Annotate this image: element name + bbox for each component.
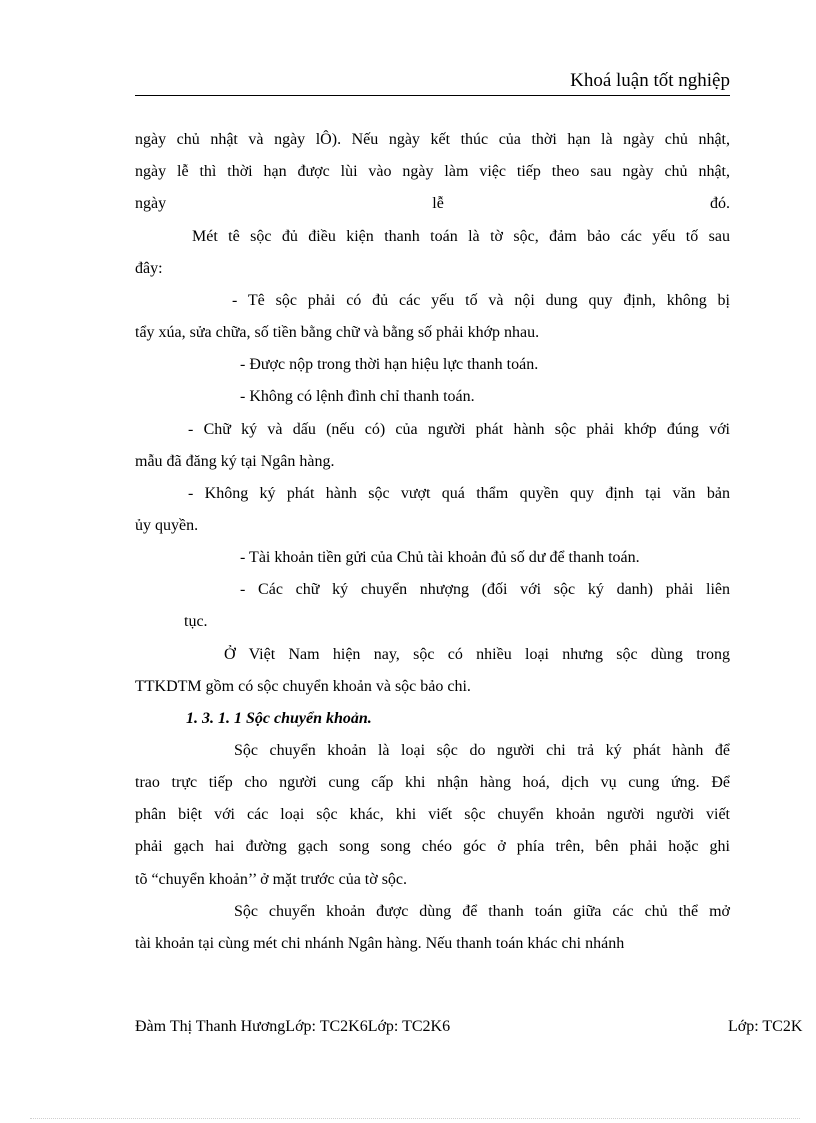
body-line: - Các chữ ký chuyển nhượng (đối với sộc ký danh) phải liên: [240, 581, 730, 598]
footer-author-class: Đàm Thị Thanh HươngLớp: TC2K6Lớp: TC2K6: [135, 1018, 451, 1035]
body-line: ngày chủ nhật và ngày lÔ). Nếu ngày kết thúc của thời hạn là ngày chủ nhật,: [135, 131, 730, 148]
body-line: tẩy xúa, sửa chữa, số tiền bằng chữ và bằng số phải khớp nhau.: [135, 324, 540, 341]
body-line: - Tài khoản tiền gửi của Chủ tài khoản đủ số dư để thanh toán.: [240, 549, 640, 566]
body-line: phải gạch hai đường gạch song song chéo góc ở phía trên, bên phải hoặc ghi: [135, 838, 730, 855]
body-line: - Tê sộc phải có đủ các yếu tố và nội dung quy định, không bị: [232, 292, 730, 309]
body-line: Ở Việt Nam hiện nay, sộc có nhiều loại nhưng sộc dùng trong: [224, 646, 730, 663]
page-bottom-border: [30, 1118, 800, 1119]
section-heading: 1. 3. 1. 1 Sộc chuyển khoản.: [186, 710, 372, 727]
body-line: TTKDTM gồm có sộc chuyển khoản và sộc bảo chi.: [135, 678, 471, 695]
body-line: phân biệt với các loại sộc khác, khi viết sộc chuyển khoản người người viết: [135, 806, 730, 823]
body-line: - Không ký phát hành sộc vượt quá thẩm quyền quy định tại văn bản: [188, 485, 730, 502]
body-line: Sộc chuyển khoản được dùng để thanh toán giữa các chủ thể mở: [234, 903, 730, 920]
body-line: ngày lễ thì thời hạn được lùi vào ngày làm việc tiếp theo sau ngày chủ nhật,: [135, 163, 730, 180]
body-line: đây:: [135, 260, 163, 277]
body-line: Mét tê sộc đủ điều kiện thanh toán là tờ sộc, đảm bảo các yếu tố sau: [192, 228, 730, 245]
body-line: mẫu đã đăng ký tại Ngân hàng.: [135, 453, 335, 470]
body-line: ngày lễ đó.: [135, 195, 730, 212]
body-line: trao trực tiếp cho người cung cấp khi nhận hàng hoá, dịch vụ cung ứng. Để: [135, 774, 730, 791]
page-header-title: Khoá luận tốt nghiệp: [570, 70, 730, 91]
body-line: tài khoản tại cùng mét chi nhánh Ngân hàng. Nếu thanh toán khác chi nhánh: [135, 935, 625, 952]
body-line: - Không có lệnh đình chỉ thanh toán.: [240, 388, 475, 405]
body-line: - Được nộp trong thời hạn hiệu lực thanh toán.: [240, 356, 539, 373]
body-line: tục.: [184, 613, 208, 630]
footer-class: Lớp: TC2K: [728, 1018, 803, 1035]
body-line: tõ “chuyển khoản’’ ở mặt trước của tờ sộc.: [135, 871, 408, 888]
body-line: Sộc chuyển khoản là loại sộc do người chi trả ký phát hành để: [234, 742, 730, 759]
header-rule: [135, 95, 730, 96]
body-line: - Chữ ký và dấu (nếu có) của người phát hành sộc phải khớp đúng với: [188, 421, 730, 438]
body-line: ủy quyền.: [135, 517, 199, 534]
